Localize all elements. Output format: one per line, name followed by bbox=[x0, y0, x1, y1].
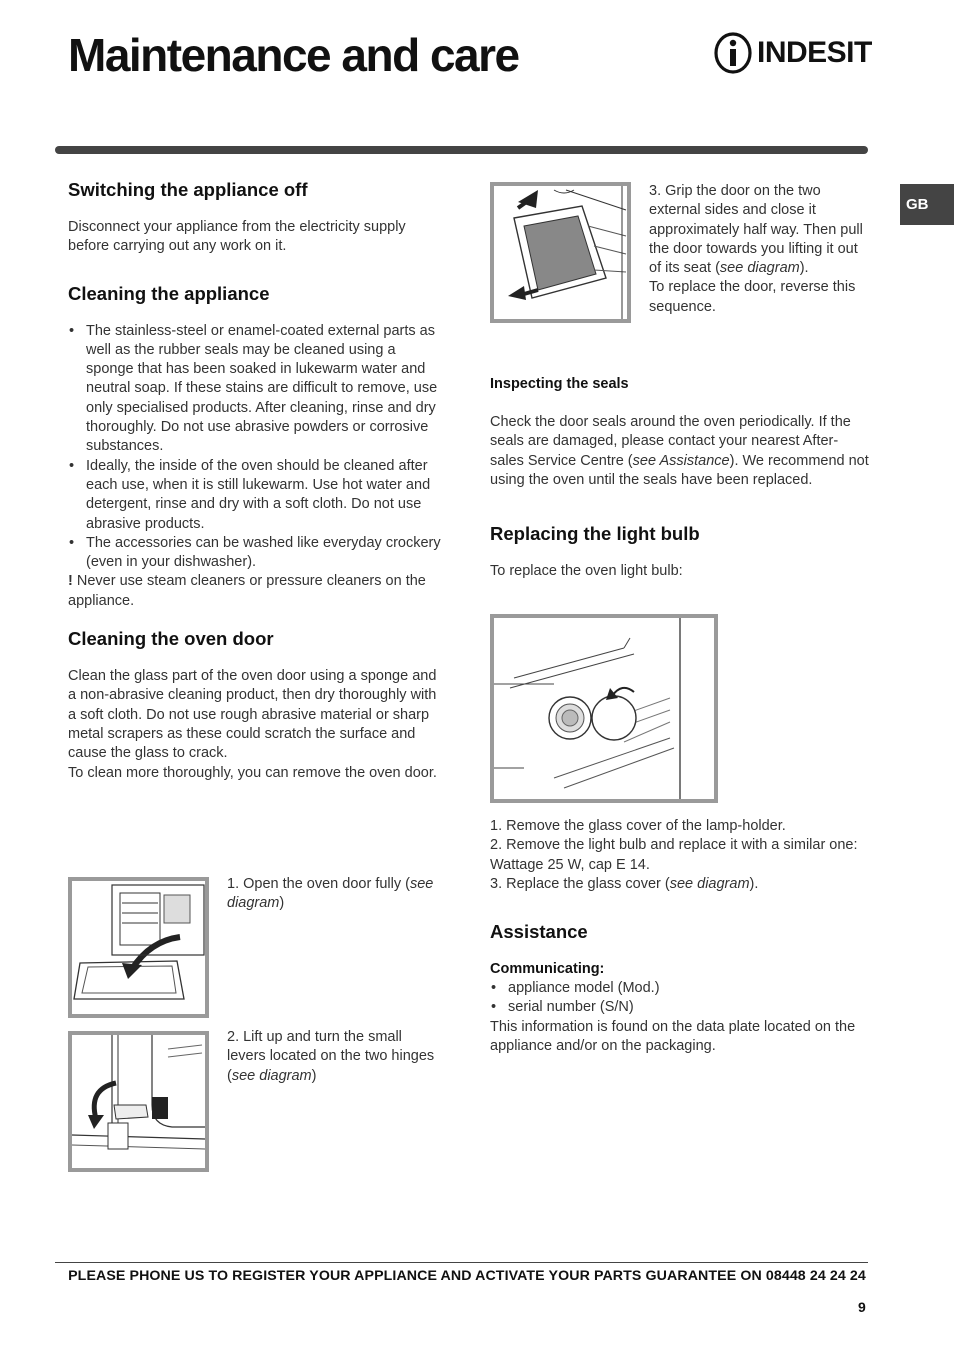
diagram-hinge-levers bbox=[68, 1031, 209, 1172]
section-heading-switching: Switching the appliance off bbox=[68, 179, 308, 200]
assistance-text: This information is found on the data plate located on the appliance and/or on the packaging. bbox=[490, 1018, 856, 1055]
page-title: Maintenance and care bbox=[68, 29, 519, 81]
oven-open-door-illustration bbox=[72, 881, 205, 1014]
bulb-intro: To replace the oven light bulb: bbox=[490, 563, 683, 580]
assistance-list bbox=[490, 979, 870, 1018]
list-item: • appliance model (Mod.) bbox=[490, 979, 870, 998]
step-1-text: 1. Open the oven door fully (see diagram) bbox=[227, 876, 434, 912]
top-divider bbox=[55, 146, 868, 154]
warning-mark: ! bbox=[68, 573, 73, 590]
list-item: • The accessories can be washed like everyday crockery (even in your dishwasher). bbox=[68, 534, 443, 573]
section-heading-bulb: Replacing the light bulb bbox=[490, 523, 700, 545]
step-2-text: 2. Lift up and turn the small levers located on the two hinges (see diagram) bbox=[227, 1029, 435, 1084]
step-3-text: 3. Grip the door on the two external sides and close it approximately half way. Then pull the door towards you lifting it out of its seat (see diagram). To replace the door, reverse this sequence. bbox=[649, 183, 863, 315]
language-tab: GB bbox=[900, 184, 954, 225]
brand-name: INDESIT bbox=[757, 36, 872, 69]
diagram-light-bulb bbox=[490, 614, 718, 803]
assistance-subheading: Communicating: bbox=[490, 961, 605, 978]
footer-guarantee-text: PLEASE PHONE US TO REGISTER YOUR APPLIANCE AND ACTIVATE YOUR PARTS GUARANTEE ON 08448 24 24 24 bbox=[68, 1268, 866, 1284]
list-item: • serial number (S/N) bbox=[490, 998, 870, 1017]
diagram-remove-door bbox=[490, 182, 631, 323]
section-heading-seals: Inspecting the seals bbox=[490, 376, 629, 392]
list-item: • Ideally, the inside of the oven should be cleaned after each use, when it is still lukewarm. Use hot water and detergent, rinse and dry with a soft cloth. Do not use abrasive products. bbox=[68, 457, 443, 534]
bulb-step-3: 3. Replace the glass cover (see diagram). bbox=[490, 875, 759, 892]
section-heading-door: Cleaning the oven door bbox=[68, 628, 274, 650]
diagram-open-door bbox=[68, 877, 209, 1018]
brand-logo bbox=[713, 30, 873, 76]
door-text-2: To clean more thoroughly, you can remove the oven door. bbox=[68, 764, 437, 781]
warning-text: Never use steam cleaners or pressure cleaners on the appliance. bbox=[68, 573, 426, 609]
bulb-step-1: 1. Remove the glass cover of the lamp-holder. bbox=[490, 818, 786, 834]
warning-note bbox=[68, 572, 443, 611]
door-text-1: Clean the glass part of the oven door using a sponge and a non-abrasive cleaning product, then dry thoroughly with a soft cloth. Do not use rough abrasive material or sharp metal scrapers as these could scratch the surface and cause the glass to crack. bbox=[68, 668, 437, 762]
remove-door-illustration bbox=[494, 186, 627, 319]
switching-text: Disconnect your appliance from the electricity supply before carrying out any work on it. bbox=[68, 219, 406, 255]
bottom-divider bbox=[55, 1262, 868, 1263]
section-heading-cleaning: Cleaning the appliance bbox=[68, 282, 270, 304]
seals-text: Check the door seals around the oven periodically. If the seals are damaged, please contact your nearest After-sales Service Centre (see Assistance). We recommend not using the oven until the seals have been replaced. bbox=[490, 414, 869, 488]
section-heading-assistance: Assistance bbox=[490, 921, 588, 943]
bulb-step-2: 2. Remove the light bulb and replace it with a similar one: Wattage 25 W, cap E 14. bbox=[490, 837, 858, 873]
bulb-steps bbox=[490, 817, 870, 1056]
left-column bbox=[68, 178, 443, 783]
indesit-logo-icon bbox=[713, 31, 755, 75]
cleaning-list bbox=[68, 322, 443, 573]
hinge-lever-illustration bbox=[72, 1035, 205, 1168]
page-number: 9 bbox=[858, 1299, 866, 1315]
list-item: • The stainless-steel or enamel-coated external parts as well as the rubber seals may be cleaned using a sponge that has been soaked in lukewarm water and neutral soap. If these stains are difficult to remove, use only specialised products. After cleaning, rinse and dry thoroughly. Do not use abrasive powders or corrosive substances. bbox=[68, 322, 443, 457]
lamp-holder-illustration bbox=[494, 618, 714, 799]
right-column bbox=[490, 375, 870, 581]
